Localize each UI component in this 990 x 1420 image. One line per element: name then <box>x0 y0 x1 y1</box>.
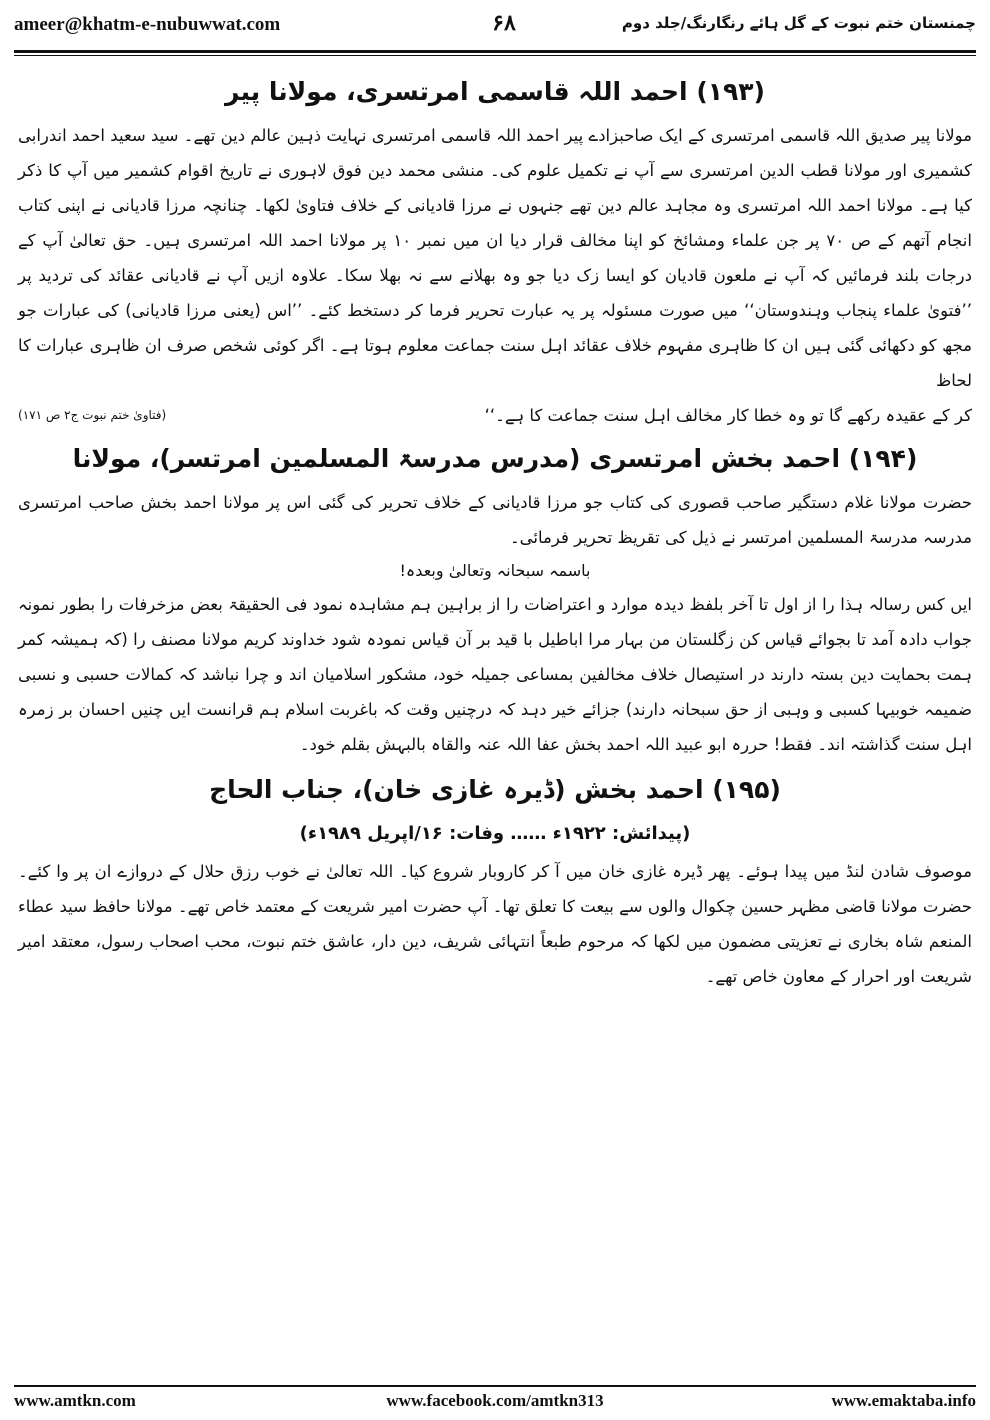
entry-194-invocation: باسمہ سبحانہ وتعالیٰ وبعدہ! <box>399 561 591 580</box>
entry-193-closing-text: کر کے عقیدہ رکھے گا تو وہ خطا کار مخالف اہل سنت جماعت کا ہے۔‘‘ <box>484 406 972 425</box>
page-content <box>18 72 972 994</box>
entry-193 <box>18 72 972 433</box>
entry-195 <box>18 770 972 994</box>
book-title: چمنستان ختم نبوت کے گل ہائے رنگارنگ/جلد دوم <box>621 14 976 32</box>
footer-left-link[interactable]: www.amtkn.com <box>14 1391 136 1410</box>
page-header <box>14 10 976 48</box>
entry-194-heading: (۱۹۴) احمد بخش امرتسری (مدرس مدرسۃ المسلمین امرتسر)، مولانا <box>72 444 918 473</box>
footer-right-link[interactable]: www.emaktaba.info <box>831 1391 976 1410</box>
entry-194-body: حضرت مولانا غلام دستگیر صاحب قصوری کی کتاب جو مرزا قادیانی کے خلاف تحریر کی گئی اس پر مولانا احمد بخش صاحب امرتسری مدرسہ مدرسۃ المسلمین امرتسر نے ذیل کی تقریظ تحریر فرمائی۔ <box>18 493 972 547</box>
footer-center-link[interactable]: www.facebook.com/amtkn313 <box>386 1391 604 1410</box>
footer-rule <box>14 1385 976 1387</box>
header-rule-thick <box>14 50 976 53</box>
entry-195-body: موصوف شادن لنڈ میں پیدا ہوئے۔ پھر ڈیرہ غازی خان میں آ کر کاروبار شروع کیا۔ اللہ تعالیٰ نے خوب رزق حلال کے دروازے ان پر وا کئے۔ حضرت مولانا قاضی مظہر حسین چکوال والوں سے بیعت کا تعلق تھا۔ آپ حضرت امیر شریعت کے معتمد خاص تھے۔ مولانا حافظ سید عطاء المنعم شاہ بخاری نے تعزیتی مضمون میں لکھا کہ مرحوم طبعاً انتہائی شریف، دین دار، عاشق ختم نبوت، محب اصحاب رسول، معتقد امیر شریعت اور احرار کے معاون خاص تھے۔ <box>18 862 972 986</box>
page-footer <box>14 1391 976 1413</box>
header-email[interactable]: ameer@khatm-e-nubuwwat.com <box>14 14 281 35</box>
header-rule-thin <box>14 55 976 56</box>
entry-193-heading: (۱۹۳) احمد اللہ قاسمی امرتسری، مولانا پیر <box>225 77 765 106</box>
entry-195-dates: (پیدائش: ۱۹۲۲ء …… وفات: ۱۶/اپریل ۱۹۸۹ء) <box>299 823 691 844</box>
page-number: ۶۸ <box>492 10 516 36</box>
entry-195-heading: (۱۹۵) احمد بخش (ڈیرہ غازی خان)، جناب الحاج <box>209 775 781 804</box>
entry-194-persian-text: ایں کس رسالہ ہذا را از اول تا آخر بلفظ دیدہ موارد و اعتراضات را از براہین ہم مشاہدہ نمود فی الحقیقۃ بعض مزخرفات را بطور نمونہ جواب دادہ آمد تا بجوائے قیاس کن زگلستان من بہار مرا اباطیل با قید بر آن قیاس نمودہ شود خداوند کریم مولانا مصنف را (کہ ہمیشہ کمر ہمت بحمایت دین بستہ دارند در استیصال خلاف مخالفین بمساعی جمیلہ خود، مشکور اسلامیان اند و چرا نباشد کہ کمالات حسبی و نسبی ضمیمہ خوبیہا کسبی و وہبی از حق سبحانہ دارند) جزائے خیر دہد کہ درچنیں وقت کہ باغربت اسلام ہم قرانست ایں چنیں احسان بر زمرہ اہل سنت گذاشتہ اند۔ فقط! حررہ ابو عبید اللہ احمد بخش عفا اللہ عنہ والقاہ بالبہش بقلم خود۔ <box>18 595 972 754</box>
entry-194 <box>18 439 972 762</box>
entry-193-closing <box>18 398 972 433</box>
entry-193-body: مولانا پیر صدیق اللہ قاسمی امرتسری کے ایک صاحبزادے پیر احمد اللہ قاسمی امرتسری نہایت ذہین عالم دین تھے۔ سید سعید احمد اندرابی کشمیری اور مولانا قطب الدین امرتسری سے آپ نے تکمیل علوم کی۔ منشی محمد دین فوق لاہوری نے تاریخ اقوام کشمیر میں آپ کا ذکر کیا ہے۔ مولانا احمد اللہ امرتسری وہ مجاہد عالم دین تھے جنہوں نے مرزا قادیانی کے خلاف فتاویٰ لکھا۔ چنانچہ مرزا قادیانی نے اپنی کتاب انجام آتھم کے ص ۷۰ پر جن علماء ومشائخ کو اپنا مخالف قرار دیا ان میں نمبر ۱۰ پر مولانا احمد اللہ امرتسری ہیں۔ حق تعالیٰ آپ کے درجات بلند فرمائیں کہ آپ نے ملعون قادیان کو ایسا زک دیا جو وہ بھلانے سے نہ بھلا سکا۔ علاوہ ازیں آپ نے قادیانی عقائد کی تردید پر ’’فتویٰ علماء پنجاب وہندوستان‘‘ میں صورت مسئولہ پر یہ عبارت تحریر فرما کر دستخط کئے۔ ’’اس (یعنی مرزا قادیانی) کی عبارات جو مجھ کو دکھائی گئی ہیں ان کا ظاہری مفہوم خلاف عقائد اہل سنت جماعت معلوم ہوتا ہے۔ اگر کوئی شخص صرف ان ظاہری عبارات کا لحاظ <box>18 126 972 390</box>
entry-193-reference: (فتاویٰ ختم نبوت ج۲ ص ۱۷۱) <box>18 408 167 422</box>
